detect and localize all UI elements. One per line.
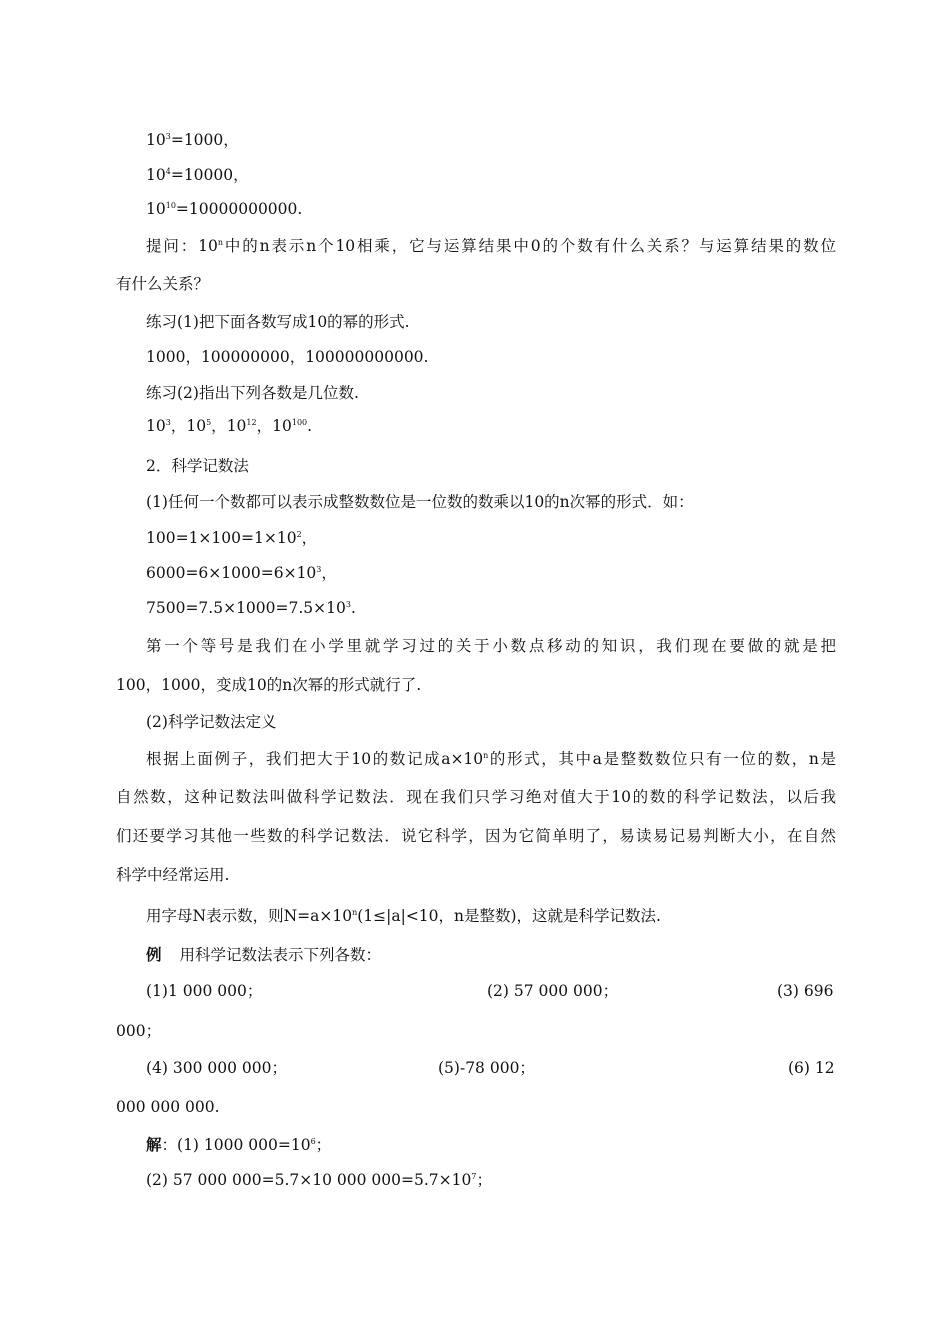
- example-item-6: (6) 12: [788, 1059, 835, 1077]
- exponent: 6: [310, 1137, 316, 1146]
- explanation-line-1: 第一个等号是我们在小学里就学习过的关于小数点移动的知识，我们现在要做的就是把: [146, 637, 836, 655]
- example-row-2-wrap: 000 000 000.: [116, 1098, 220, 1116]
- definition-text: 根据上面例子，我们把大于10的数记成a×10: [146, 750, 484, 768]
- punctuation: ，: [321, 564, 337, 582]
- power-line-3: [146, 130, 239, 150]
- power-line-4: [146, 165, 249, 185]
- item-base: 10: [272, 417, 292, 435]
- separator: ，: [170, 417, 187, 435]
- example-item-3: (3) 696: [777, 982, 834, 1000]
- example-row-1-wrap: 000；: [116, 1022, 162, 1040]
- example-heading: [146, 945, 381, 965]
- item-exponent: 100: [291, 418, 308, 427]
- definition-line-4: 科学中经常运用.: [116, 866, 230, 884]
- exercise-2-items: [146, 416, 312, 436]
- result: =1000，: [170, 131, 239, 149]
- question-line-2: 有什么关系？: [116, 275, 210, 293]
- example-prompt: 用科学记数法表示下列各数：: [179, 946, 382, 964]
- exponent: n: [352, 908, 358, 917]
- result: =10000，: [170, 166, 249, 184]
- exercise-2-title: 练习(2)指出下列各数是几位数.: [146, 384, 359, 402]
- punctuation: ，: [301, 529, 318, 547]
- exponent: 10: [165, 201, 176, 210]
- item-base: 10: [146, 417, 166, 435]
- exponent: 7: [471, 1172, 477, 1181]
- equation-6000: [146, 563, 337, 583]
- question-prefix: 提问：10: [146, 237, 218, 255]
- example-label: 例: [146, 946, 162, 964]
- solution-label: 解: [146, 1136, 162, 1154]
- exponent: n: [217, 238, 223, 247]
- item-base: 10: [186, 417, 207, 435]
- solution-text: ：(1) 1000 000=10: [161, 1136, 311, 1154]
- item-base: 10: [226, 417, 247, 435]
- equation-100: [146, 528, 317, 548]
- example-item-1: (1)1 000 000；: [146, 982, 263, 1000]
- question-line-1: [146, 236, 836, 256]
- exercise-1-numbers: 1000，100000000，100000000000.: [146, 348, 429, 366]
- formula-text: (1≤|a|<10，n是整数)，这就是科学记数法.: [357, 907, 661, 925]
- item-exponent: 12: [246, 418, 257, 427]
- definition-title: (2)科学记数法定义: [146, 713, 277, 731]
- example-item-2: (2) 57 000 000；: [487, 982, 619, 1000]
- section-2-intro: (1)任何一个数都可以表示成整数数位是一位数的数乘以10的n次幂的形式．如：: [146, 493, 694, 511]
- exponent: 2: [296, 530, 302, 539]
- base: 10: [146, 200, 166, 218]
- separator: ，: [211, 417, 227, 435]
- separator: ，: [256, 417, 273, 435]
- exponent: 3: [165, 132, 171, 141]
- item-exponent: 3: [165, 418, 171, 427]
- equation-7500: [146, 598, 356, 618]
- result: =10000000000.: [175, 200, 303, 218]
- item-exponent: 5: [206, 418, 212, 427]
- formula-text: 用字母N表示数，则N=a×10: [146, 907, 353, 925]
- definition-line-1: [146, 749, 836, 769]
- notation-formula: [146, 906, 661, 926]
- base: 10: [146, 166, 166, 184]
- section-2-heading: 2．科学记数法: [146, 457, 249, 475]
- question-text: 中的n表示n个10相乘，它与运算结果中0的个数有什么关系？与运算结果的数位: [223, 237, 836, 255]
- punctuation: ；: [476, 1171, 492, 1189]
- solution-line-1: [146, 1135, 331, 1155]
- solution-text: (2) 57 000 000=5.7×10 000 000=5.7×10: [146, 1171, 472, 1189]
- equation-text: 6000=6×1000=6×10: [146, 564, 317, 582]
- solution-line-2: [146, 1170, 492, 1190]
- punctuation: ；: [315, 1136, 332, 1154]
- equation-text: 7500=7.5×1000=7.5×10: [146, 599, 346, 617]
- base: 10: [146, 131, 166, 149]
- power-line-10: [146, 199, 302, 219]
- separator: .: [307, 417, 313, 435]
- punctuation: .: [350, 599, 356, 617]
- definition-line-2: 自然数，这种记数法叫做科学记数法．现在我们只学习绝对值大于10的数的科学记数法，以后我: [116, 788, 836, 806]
- definition-line-3: 们还要学习其他一些数的科学记数法．说它科学，因为它简单明了，易读易记易判断大小，在自然: [116, 827, 836, 845]
- equation-text: 100=1×100=1×10: [146, 529, 297, 547]
- exponent: 4: [165, 167, 171, 176]
- example-item-5: (5)-78 000；: [438, 1059, 535, 1077]
- exponent: n: [483, 751, 489, 760]
- exercise-1-title: 练习(1)把下面各数写成10的幂的形式.: [146, 313, 410, 331]
- explanation-line-2: 100，1000，变成10的n次幂的形式就行了.: [116, 676, 422, 694]
- definition-text: 的形式，其中a是整数数位只有一位的数，n是: [488, 750, 836, 768]
- exponent: 3: [345, 600, 351, 609]
- exponent: 3: [316, 565, 322, 574]
- example-item-4: (4) 300 000 000；: [146, 1059, 287, 1077]
